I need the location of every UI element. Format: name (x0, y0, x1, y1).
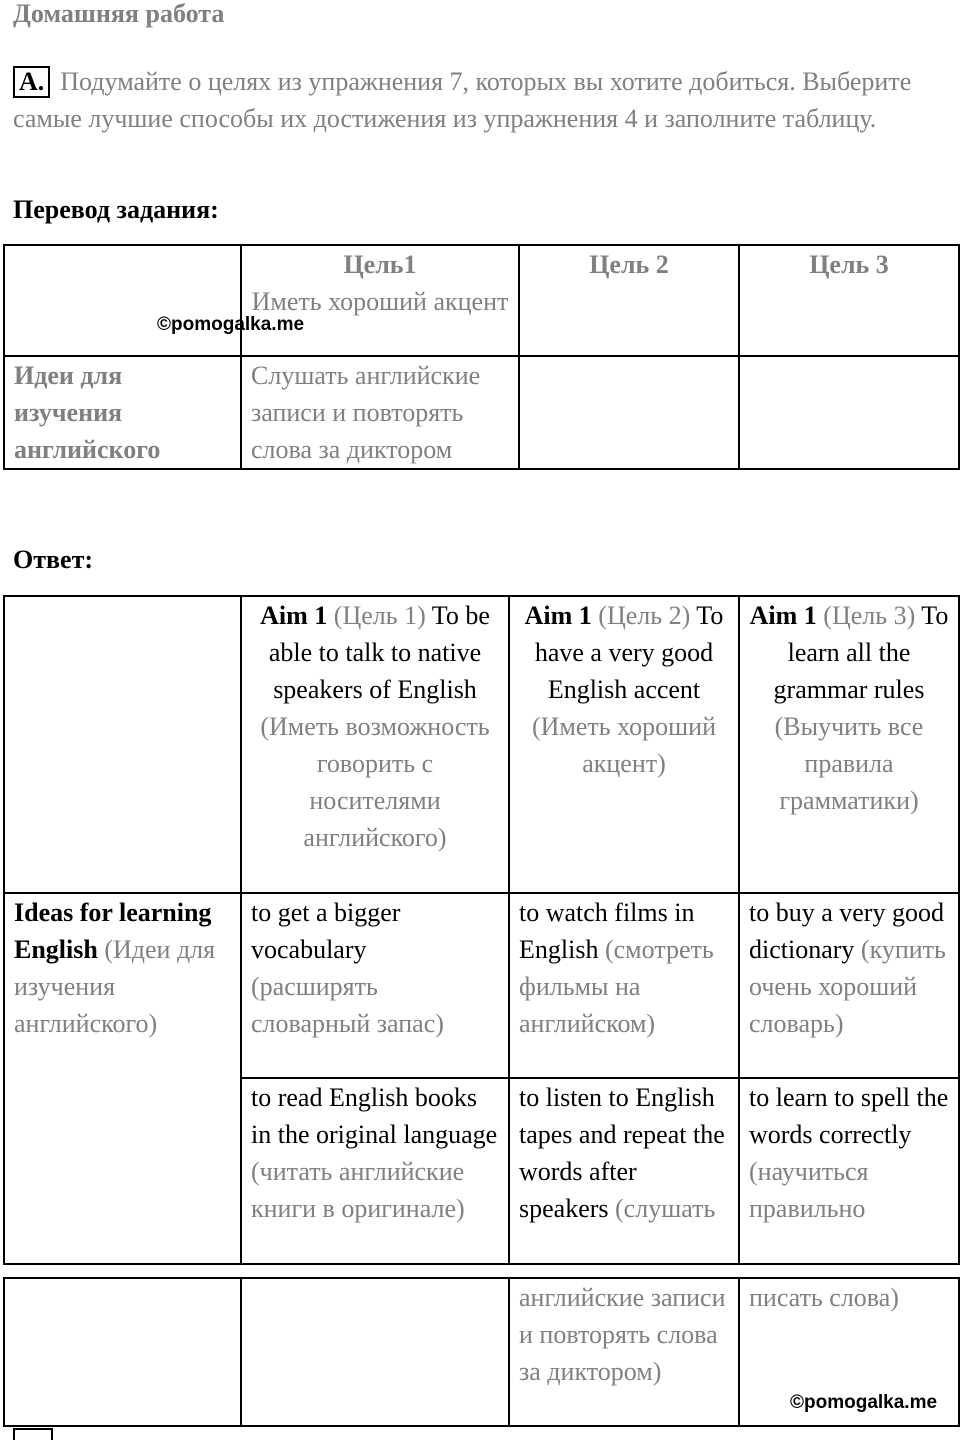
idea-cell (739, 893, 959, 1078)
task-letter-box: A. (13, 66, 50, 98)
idea-text-ru: (смотреть фильмы на английском) (519, 935, 714, 1038)
translation-aim3-title: Цель 3 (809, 250, 889, 279)
task-text-block (13, 63, 933, 137)
aim-text-ru: (Иметь возможность говорить с носителями английского) (260, 712, 490, 852)
continuation-text: английские записи и повторять слова за диктором) (519, 1283, 726, 1386)
idea-text-en: to read English books in the original language (251, 1083, 498, 1149)
idea-text-ru: (купить очень хороший словарь) (749, 935, 946, 1038)
answer-row-label-cell (4, 893, 241, 1264)
answer-aim-cell (241, 596, 509, 893)
translation-idea-cell (241, 356, 519, 469)
idea-text-en: to watch films in English (519, 898, 695, 964)
idea-text-ru: (слушать (615, 1194, 716, 1223)
translation-empty-cell (519, 356, 739, 469)
idea-text-en: to get a bigger vocabulary (251, 898, 401, 964)
idea-text-ru: (расширять словарный запас) (251, 972, 444, 1038)
aim-label-ru: (Цель 2) (598, 601, 691, 630)
idea-cell (241, 1078, 509, 1264)
idea-text-en: to listen to English tapes and repeat the words after speakers (519, 1083, 725, 1223)
continuation-empty-cell (241, 1278, 509, 1426)
answer-heading: Ответ: (13, 545, 94, 574)
answer-aim-cell (739, 596, 959, 893)
continuation-empty-cell (4, 1278, 241, 1426)
translation-aim1-title: Цель1 (343, 250, 417, 279)
aim-text-ru: (Выучить все правила грамматики) (774, 712, 924, 815)
next-task-letter-box (13, 1428, 53, 1440)
translation-ideas-row (4, 356, 959, 469)
answer-table (3, 595, 960, 1265)
translation-table (3, 244, 960, 470)
translation-aim2-title: Цель 2 (589, 250, 669, 279)
watermark: ©pomogalka.me (790, 1392, 938, 1413)
idea-text-en: to learn to spell the words correctly (749, 1083, 949, 1149)
aim-label-ru: (Цель 3) (823, 601, 916, 630)
watermark: ©pomogalka.me (157, 314, 305, 335)
answer-ideas-row (4, 893, 959, 1078)
translation-row-label-cell (4, 356, 241, 469)
idea-cell (509, 893, 739, 1078)
idea-text-ru: (научиться правильно (749, 1157, 869, 1223)
aim-text-en: To be able to talk to native speakers of English (268, 601, 490, 704)
aim-label-ru: (Цель 1) (333, 601, 426, 630)
idea-text-ru: (читать английские книги в оригинале) (251, 1157, 465, 1223)
answer-corner-cell (4, 596, 241, 893)
aim-text-en: To have a very good English accent (534, 601, 724, 704)
translation-aim2-cell (519, 245, 739, 356)
translation-header-row (4, 245, 959, 356)
idea-text-en: to buy a very good dictionary (749, 898, 944, 964)
aim-text-en: To learn all the grammar rules (773, 601, 949, 704)
translation-idea-text: Слушать английские записи и повторять слова за диктором (251, 361, 481, 464)
continuation-cell (509, 1278, 739, 1426)
aim-label: Aim 1 (260, 601, 328, 630)
aim-label: Aim 1 (749, 601, 817, 630)
document-title: Домашняя работа (13, 0, 225, 28)
row-label-en: Ideas for learning English (14, 898, 212, 964)
translation-row-label: Идеи для изучения английского (14, 361, 161, 464)
idea-cell (241, 893, 509, 1078)
continuation-text: писать слова) (749, 1283, 899, 1312)
translation-aim3-cell (739, 245, 959, 356)
aim-label: Aim 1 (524, 601, 592, 630)
answer-aim-cell (509, 596, 739, 893)
translation-corner-cell (4, 245, 241, 356)
task-text: Подумайте о целях из упражнения 7, которых вы хотите добиться. Выберите самые лучшие способы их достижения из упражнения 4 и заполните таблицу. (13, 67, 912, 133)
translation-aim1-cell (241, 245, 519, 356)
idea-cell (509, 1078, 739, 1264)
translation-empty-cell (739, 356, 959, 469)
idea-cell (739, 1078, 959, 1264)
translation-heading: Перевод задания: (13, 195, 219, 224)
translation-aim1-text: Иметь хороший акцент (251, 287, 509, 316)
answer-header-row (4, 596, 959, 893)
row-label-ru: (Идеи для изучения английского) (14, 935, 216, 1038)
aim-text-ru: (Иметь хороший акцент) (531, 712, 716, 778)
